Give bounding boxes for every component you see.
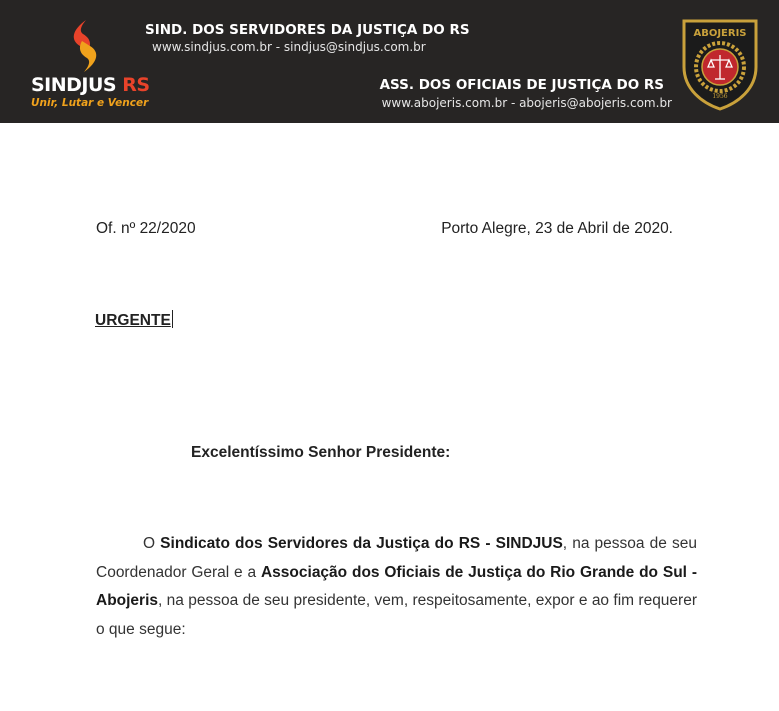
text-cursor (172, 310, 173, 328)
letter-body (0, 123, 779, 711)
abojeris-emblem (678, 15, 762, 111)
place-date: Porto Alegre, 23 de Abril de 2020. (441, 220, 673, 237)
letter-number: Of. nº 22/2020 (96, 220, 196, 237)
sindjus-title: SIND. DOS SERVIDORES DA JUSTIÇA DO RS (145, 22, 470, 38)
sindjus-tagline: Unir, Lutar e Vencer (31, 97, 149, 109)
salutation: Excelentíssimo Senhor Presidente: (191, 444, 451, 461)
sindjus-logo (28, 14, 148, 114)
abojeris-contact: www.abojeris.com.br - abojeris@abojeris.com.br (381, 96, 672, 110)
urgent-label: URGENTE (95, 312, 171, 329)
abojeris-title: ASS. DOS OFICIAIS DE JUSTIÇA DO RS (379, 77, 664, 93)
sindjus-flame-icon (66, 18, 104, 74)
emblem-name: ABOJERIS (693, 28, 747, 39)
sindjus-wordmark: SINDJUS RS (31, 74, 150, 96)
sindjus-contact: www.sindjus.com.br - sindjus@sindjus.com.br (152, 40, 426, 54)
letterhead (0, 0, 779, 123)
emblem-year: 1956 (712, 93, 728, 100)
opening-paragraph: O Sindicato dos Servidores da Justiça do RS - SINDJUS, na pessoa de seu Coordenador Geral e a Associação dos Oficiais de Justiça do Rio Grande do Sul - Abojeris, na pessoa de seu presidente, vem, respeitosamente, expor e ao fim requerer o que segue: (96, 535, 697, 638)
